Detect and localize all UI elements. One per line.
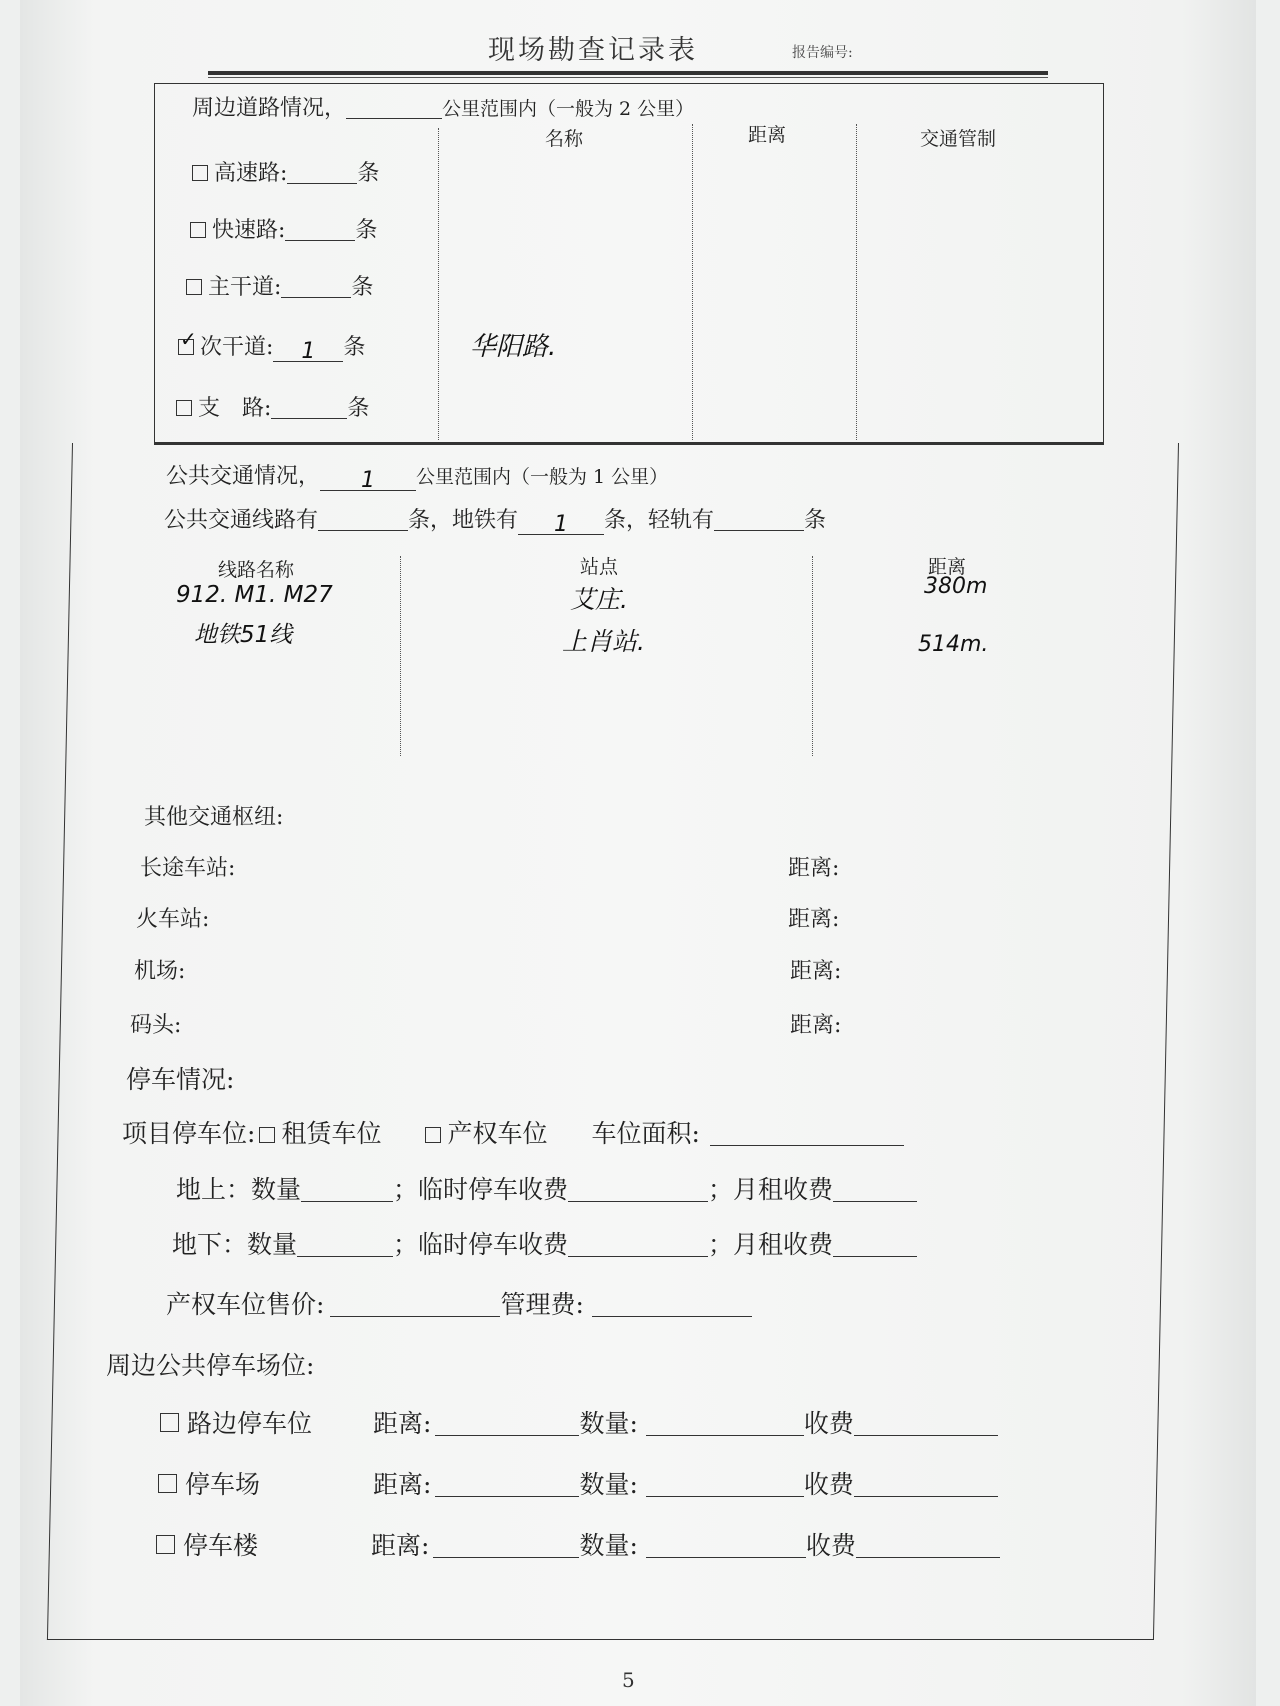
road-item-label: 支 路: <box>198 396 272 421</box>
fee-label: 收费 <box>803 1470 854 1499</box>
below-qty-field[interactable] <box>297 1231 393 1257</box>
subway-value: 1 <box>554 512 569 537</box>
parking-garage-checkbox[interactable] <box>156 1535 175 1554</box>
transit-col-station: 站点 <box>580 556 619 578</box>
road-unit: 条 <box>357 161 380 186</box>
qty-label: 数量: <box>579 1531 638 1560</box>
road-unit: 条 <box>347 396 370 421</box>
public-parking-row-garage <box>156 1526 1000 1562</box>
transit-station-handwritten-1: 艾庄. <box>570 585 628 614</box>
dist-field[interactable] <box>435 1471 579 1497</box>
transit-line-handwritten-1: 912. M1. M27 <box>176 582 333 608</box>
road-count-value: 1 <box>301 339 316 364</box>
road-count-field[interactable] <box>273 339 343 362</box>
branch-checkbox[interactable] <box>176 400 192 416</box>
below-temp-fee-field[interactable] <box>568 1231 708 1257</box>
fee-label: 收费 <box>805 1531 856 1560</box>
road-item-branch <box>176 391 369 422</box>
lrt-label: 条，轻轨有 <box>604 508 715 533</box>
road-item-arterial <box>186 270 373 301</box>
area-field[interactable] <box>710 1120 904 1146</box>
below-ground-row <box>172 1225 917 1261</box>
fee-field[interactable] <box>854 1471 998 1497</box>
owned-option-label: 产权车位 <box>447 1119 548 1148</box>
fastway-checkbox[interactable] <box>190 222 206 238</box>
bus-lines-label: 公共交通线路有 <box>164 508 319 533</box>
above-monthly-fee-field[interactable] <box>833 1176 917 1202</box>
roads-col-divider-1 <box>438 128 439 440</box>
road-count-field[interactable] <box>281 275 351 298</box>
mgmt-fee-label: 管理费: <box>500 1290 584 1319</box>
hub-port-label: 码头: <box>130 1013 182 1038</box>
rent-option-label: 租赁车位 <box>281 1119 382 1148</box>
transit-distance-handwritten-1: 380m <box>924 574 988 599</box>
public-parking-row-lot <box>158 1465 998 1501</box>
qty-field[interactable] <box>646 1532 806 1558</box>
lrt-field[interactable] <box>714 508 804 531</box>
dist-label: 距离: <box>373 1409 432 1438</box>
road-name-handwritten: 华阳路. <box>470 332 557 362</box>
checkmark-icon: ✓ <box>180 327 197 351</box>
parking-heading: 停车情况: <box>126 1065 235 1094</box>
parking-lot-checkbox[interactable] <box>158 1474 177 1493</box>
road-count-field[interactable] <box>287 161 357 184</box>
qty-field[interactable] <box>646 1410 804 1436</box>
transit-lines-row <box>164 503 826 535</box>
hub-airport-dist: 距离: <box>790 959 842 984</box>
dist-field[interactable] <box>435 1410 579 1436</box>
public-parking-heading: 周边公共停车场位: <box>106 1351 315 1380</box>
arterial-checkbox[interactable] <box>186 279 202 295</box>
street-parking-checkbox[interactable] <box>160 1413 179 1432</box>
above-temp-fee-field[interactable] <box>568 1176 708 1202</box>
below-temp-fee-label: ；临时停车收费 <box>393 1230 569 1259</box>
roads-heading-post: 公里范围内（一般为 2 公里） <box>442 98 695 120</box>
project-parking-label: 项目停车位: <box>122 1119 256 1148</box>
road-count-field[interactable] <box>285 218 355 241</box>
transit-col-line: 线路名称 <box>218 559 295 581</box>
qty-field[interactable] <box>646 1471 804 1497</box>
transit-range-field[interactable] <box>320 468 416 491</box>
roads-col-distance: 距离 <box>748 124 787 146</box>
dist-label: 距离: <box>371 1531 430 1560</box>
mgmt-fee-field[interactable] <box>592 1291 752 1317</box>
below-qty-label: 地下：数量 <box>172 1230 298 1259</box>
transit-col-divider-1 <box>400 556 401 756</box>
hub-port-dist: 距离: <box>790 1013 842 1038</box>
hub-train-dist: 距离: <box>788 907 840 932</box>
transit-heading-pre: 公共交通情况， <box>166 464 321 489</box>
public-parking-row-street <box>160 1404 998 1440</box>
road-item-expressway <box>192 156 379 187</box>
form-title: 现场勘查记录表 <box>488 35 698 66</box>
sale-price-field[interactable] <box>330 1291 500 1317</box>
area-label: 车位面积: <box>591 1119 700 1148</box>
transit-col-divider-2 <box>812 556 813 756</box>
dist-field[interactable] <box>433 1532 579 1558</box>
hub-airport-label: 机场: <box>134 959 186 984</box>
dist-label: 距离: <box>373 1470 432 1499</box>
road-item-secondary <box>178 330 365 362</box>
below-monthly-fee-field[interactable] <box>833 1231 917 1257</box>
transit-station-handwritten-2: 上肖站. <box>562 627 645 656</box>
roads-range-field[interactable] <box>346 96 442 119</box>
lrt-unit: 条 <box>804 508 827 533</box>
roads-col-divider-3 <box>856 124 857 440</box>
road-unit: 条 <box>343 335 366 360</box>
road-unit: 条 <box>355 218 378 243</box>
roads-heading-pre: 周边道路情况， <box>192 96 347 121</box>
qty-label: 数量: <box>579 1409 638 1438</box>
transit-heading-post: 公里范围内（一般为 1 公里） <box>416 466 669 488</box>
roads-col-traffic: 交通管制 <box>920 128 997 150</box>
street-parking-label: 路边停车位 <box>187 1409 313 1438</box>
transit-heading <box>166 459 668 491</box>
road-unit: 条 <box>351 275 374 300</box>
roads-heading <box>192 91 694 122</box>
road-item-label: 快速路: <box>212 218 286 243</box>
roads-col-divider-2 <box>692 124 693 440</box>
above-qty-label: 地上：数量 <box>176 1175 302 1204</box>
subway-field[interactable] <box>518 512 604 535</box>
above-monthly-fee-label: ；月租收费 <box>708 1175 834 1204</box>
road-count-field[interactable] <box>271 396 347 419</box>
page-number: 5 <box>622 1668 635 1692</box>
qty-label: 数量: <box>579 1470 638 1499</box>
owned-checkbox[interactable] <box>425 1127 441 1143</box>
fee-label: 收费 <box>803 1409 854 1438</box>
hub-train-label: 火车站: <box>136 907 210 932</box>
rent-checkbox[interactable] <box>259 1127 275 1143</box>
above-temp-fee-label: ；临时停车收费 <box>393 1175 569 1204</box>
parking-lot-label: 停车场 <box>185 1470 261 1499</box>
transit-col-distance: 距离 <box>928 556 967 578</box>
fee-field[interactable] <box>854 1410 998 1436</box>
fee-field[interactable] <box>856 1532 1000 1558</box>
below-monthly-fee-label: ；月租收费 <box>708 1230 834 1259</box>
expressway-checkbox[interactable] <box>192 165 208 181</box>
report-number-label: 报告编号: <box>792 45 853 61</box>
sale-price-label: 产权车位售价: <box>166 1290 325 1319</box>
bus-lines-field[interactable] <box>318 508 408 531</box>
road-item-fastway <box>190 213 377 244</box>
owned-price-row <box>166 1285 752 1321</box>
header-rule-thick <box>208 71 1048 75</box>
road-item-label: 高速路: <box>214 161 288 186</box>
hubs-heading: 其他交通枢纽: <box>144 805 284 830</box>
transit-range-value: 1 <box>361 468 376 493</box>
section-divider <box>154 442 1104 444</box>
road-item-label: 主干道: <box>208 275 282 300</box>
header-rule-thin <box>208 77 1048 78</box>
hub-long-distance-dist: 距离: <box>788 856 840 881</box>
project-parking-row <box>122 1114 904 1150</box>
parking-garage-label: 停车楼 <box>183 1531 259 1560</box>
subway-label: 条，地铁有 <box>408 508 519 533</box>
transit-distance-handwritten-2: 514m. <box>918 632 989 657</box>
above-ground-row <box>176 1170 917 1206</box>
roads-col-name: 名称 <box>545 128 584 150</box>
hub-long-distance-label: 长途车站: <box>140 856 236 881</box>
above-qty-field[interactable] <box>301 1176 393 1202</box>
road-item-label: 次干道: <box>200 335 274 360</box>
transit-line-handwritten-2: 地铁51线 <box>194 622 293 648</box>
